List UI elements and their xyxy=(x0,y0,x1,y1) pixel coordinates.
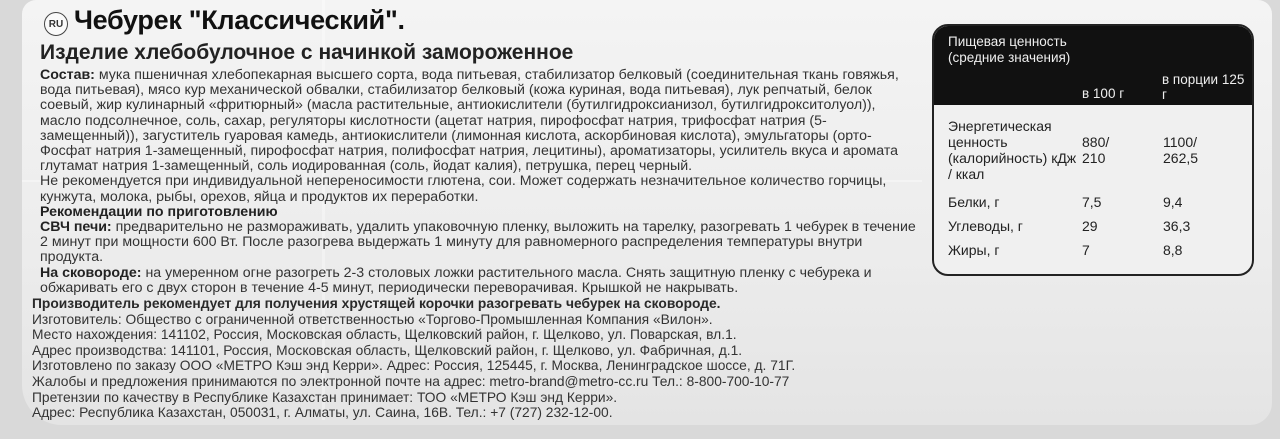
pan-instructions xyxy=(40,266,920,296)
product-title: Чебурек "Классический". xyxy=(74,5,405,35)
recommendation: Производитель рекомендует для получения хрустящей корочки разогревать чебурек на сковороде. xyxy=(32,296,721,311)
complaints-contact: Жалобы и предложения принимаются по электронной почте на адрес: metro-brand@metro-cc.ru Тел.: 8-800-700-10-77 xyxy=(32,373,790,389)
nutrient-name: Жиры, г xyxy=(948,242,1000,258)
kz-claims: Претензии по качеству в Республике Казахстан принимает: ТОО «МЕТРО Кэш энд Керри». xyxy=(32,389,618,405)
value-per-portion: 8,8 xyxy=(1163,242,1183,258)
product-subtitle: Изделие хлебобулочное с начинкой замороженное xyxy=(40,41,574,64)
allergen-warning: Не рекомендуется при индивидуальной непереносимости глютена, сои. Может содержать незначительное количество горчицы, кунжута, молока, рыбы, орехов, яйца и продуктов их переработки. xyxy=(40,173,887,205)
pan-label: На сковороде: xyxy=(40,264,142,281)
microwave-text: предварительно не размораживать, удалить упаковочную пленку, выложить на тарелку, разогревать 1 чебурек в течение 2 минут при мощности 600 Вт. После разогрева выдержать 1 минуту для равномерного распределения температуры внутри продукта. xyxy=(40,219,916,266)
value-per-portion: 1100/ 262,5 xyxy=(1163,134,1199,166)
cooking-heading: Рекомендации по приготовлению xyxy=(40,203,278,220)
composition-label: Состав: xyxy=(40,67,95,83)
column-per-portion: в порции 125 г xyxy=(1162,72,1245,102)
nutrition-row-protein xyxy=(948,194,1242,212)
nutrition-row-energy xyxy=(948,118,1242,182)
production-address: Адрес производства: 141101, Россия, Московская область, Щелковский район, г. Щелково, ул. Фабричная, д.1. xyxy=(32,342,743,358)
nutrition-table xyxy=(932,24,1254,276)
manufacturer-info xyxy=(32,296,932,421)
nutrition-row-fat xyxy=(948,242,1242,260)
nutrition-row-carbs xyxy=(948,218,1242,236)
microwave-label: СВЧ печи: xyxy=(40,219,112,236)
composition-text: мука пшеничная хлебопекарная высшего сорта, вода питьевая, стабилизатор белковый (соединительная ткань говяжья, вода питьевая), мясо кур механической обвалки, стабилизатор белковый (кожа куриная, вода питьевая), лук репчатый, белок соевый, жир кулинарный «фритюрный» (масла растительные, антиокислители (бутилгидроксианизол, бутилгидрокситолуол)), масло подсолнечное, соль, сахар, регуляторы кислотности (ацетат натрия, пирофосфат натрия, трифосфат натрия (5-замещенный)), загуститель гуаровая камедь, антиокислители (лимонная кислота, аскорбиновая кислота), эмульгаторы (орто-Фосфат натрия 1-замещенный, пирофосфат натрия, полифосфат натрия, лецитины), ароматизаторы, усилитель вкуса и аромата глутамат натрия 1-замещенный, соль иодированная (соль, йодат калия), петрушка, перец черный. xyxy=(40,67,899,175)
value-per-portion: 36,3 xyxy=(1163,218,1191,234)
nutrient-name: Белки, г xyxy=(948,194,1000,210)
location: Место нахождения: 141102, Россия, Московская область, Щелковский район, г. Щелково, ул. Поварская, вл.1. xyxy=(32,327,737,343)
microwave-instructions xyxy=(40,220,920,266)
nutrition-header-label: Пищевая ценность (средние значения) xyxy=(948,34,1071,65)
column-per-100g: в 100 г xyxy=(1082,86,1125,101)
nutrition-header xyxy=(934,26,1252,105)
ordered-by: Изготовлено по заказу ООО «МЕТРО Кэш энд Керри». Адрес: Россия, 125445, г. Москва, Ленинградское шоссе, д. 71Г. xyxy=(32,358,796,374)
value-per-100g: 7 xyxy=(1082,242,1090,258)
nutrient-name: Углеводы, г xyxy=(948,218,1023,234)
manufacturer: Изготовитель: Общество с ограниченной ответственностью «Торгово-Промышленная Компания «Вилон». xyxy=(32,311,713,327)
value-per-100g: 29 xyxy=(1082,218,1098,234)
composition xyxy=(40,68,920,174)
country-badge: RU xyxy=(44,12,68,36)
nutrient-name: Энергетическая ценность (калорийность) кДж / ккал xyxy=(948,118,1077,182)
kz-address: Адрес: Республика Казахстан, 050031, г. Алматы, ул. Саина, 16В. Тел.: +7 (727) 232-12-00. xyxy=(32,405,613,421)
value-per-100g: 880/ 210 xyxy=(1082,134,1110,166)
pan-text: на умеренном огне разогреть 2-3 столовых ложки растительного масла. Снять защитную пленку с чебурека и обжаривать его с двух сторон в течение 4-5 минут, периодически переворачивая. Крышкой не накрывать. xyxy=(40,264,872,296)
value-per-portion: 9,4 xyxy=(1163,194,1183,210)
label-body xyxy=(40,68,920,296)
value-per-100g: 7,5 xyxy=(1082,194,1102,210)
